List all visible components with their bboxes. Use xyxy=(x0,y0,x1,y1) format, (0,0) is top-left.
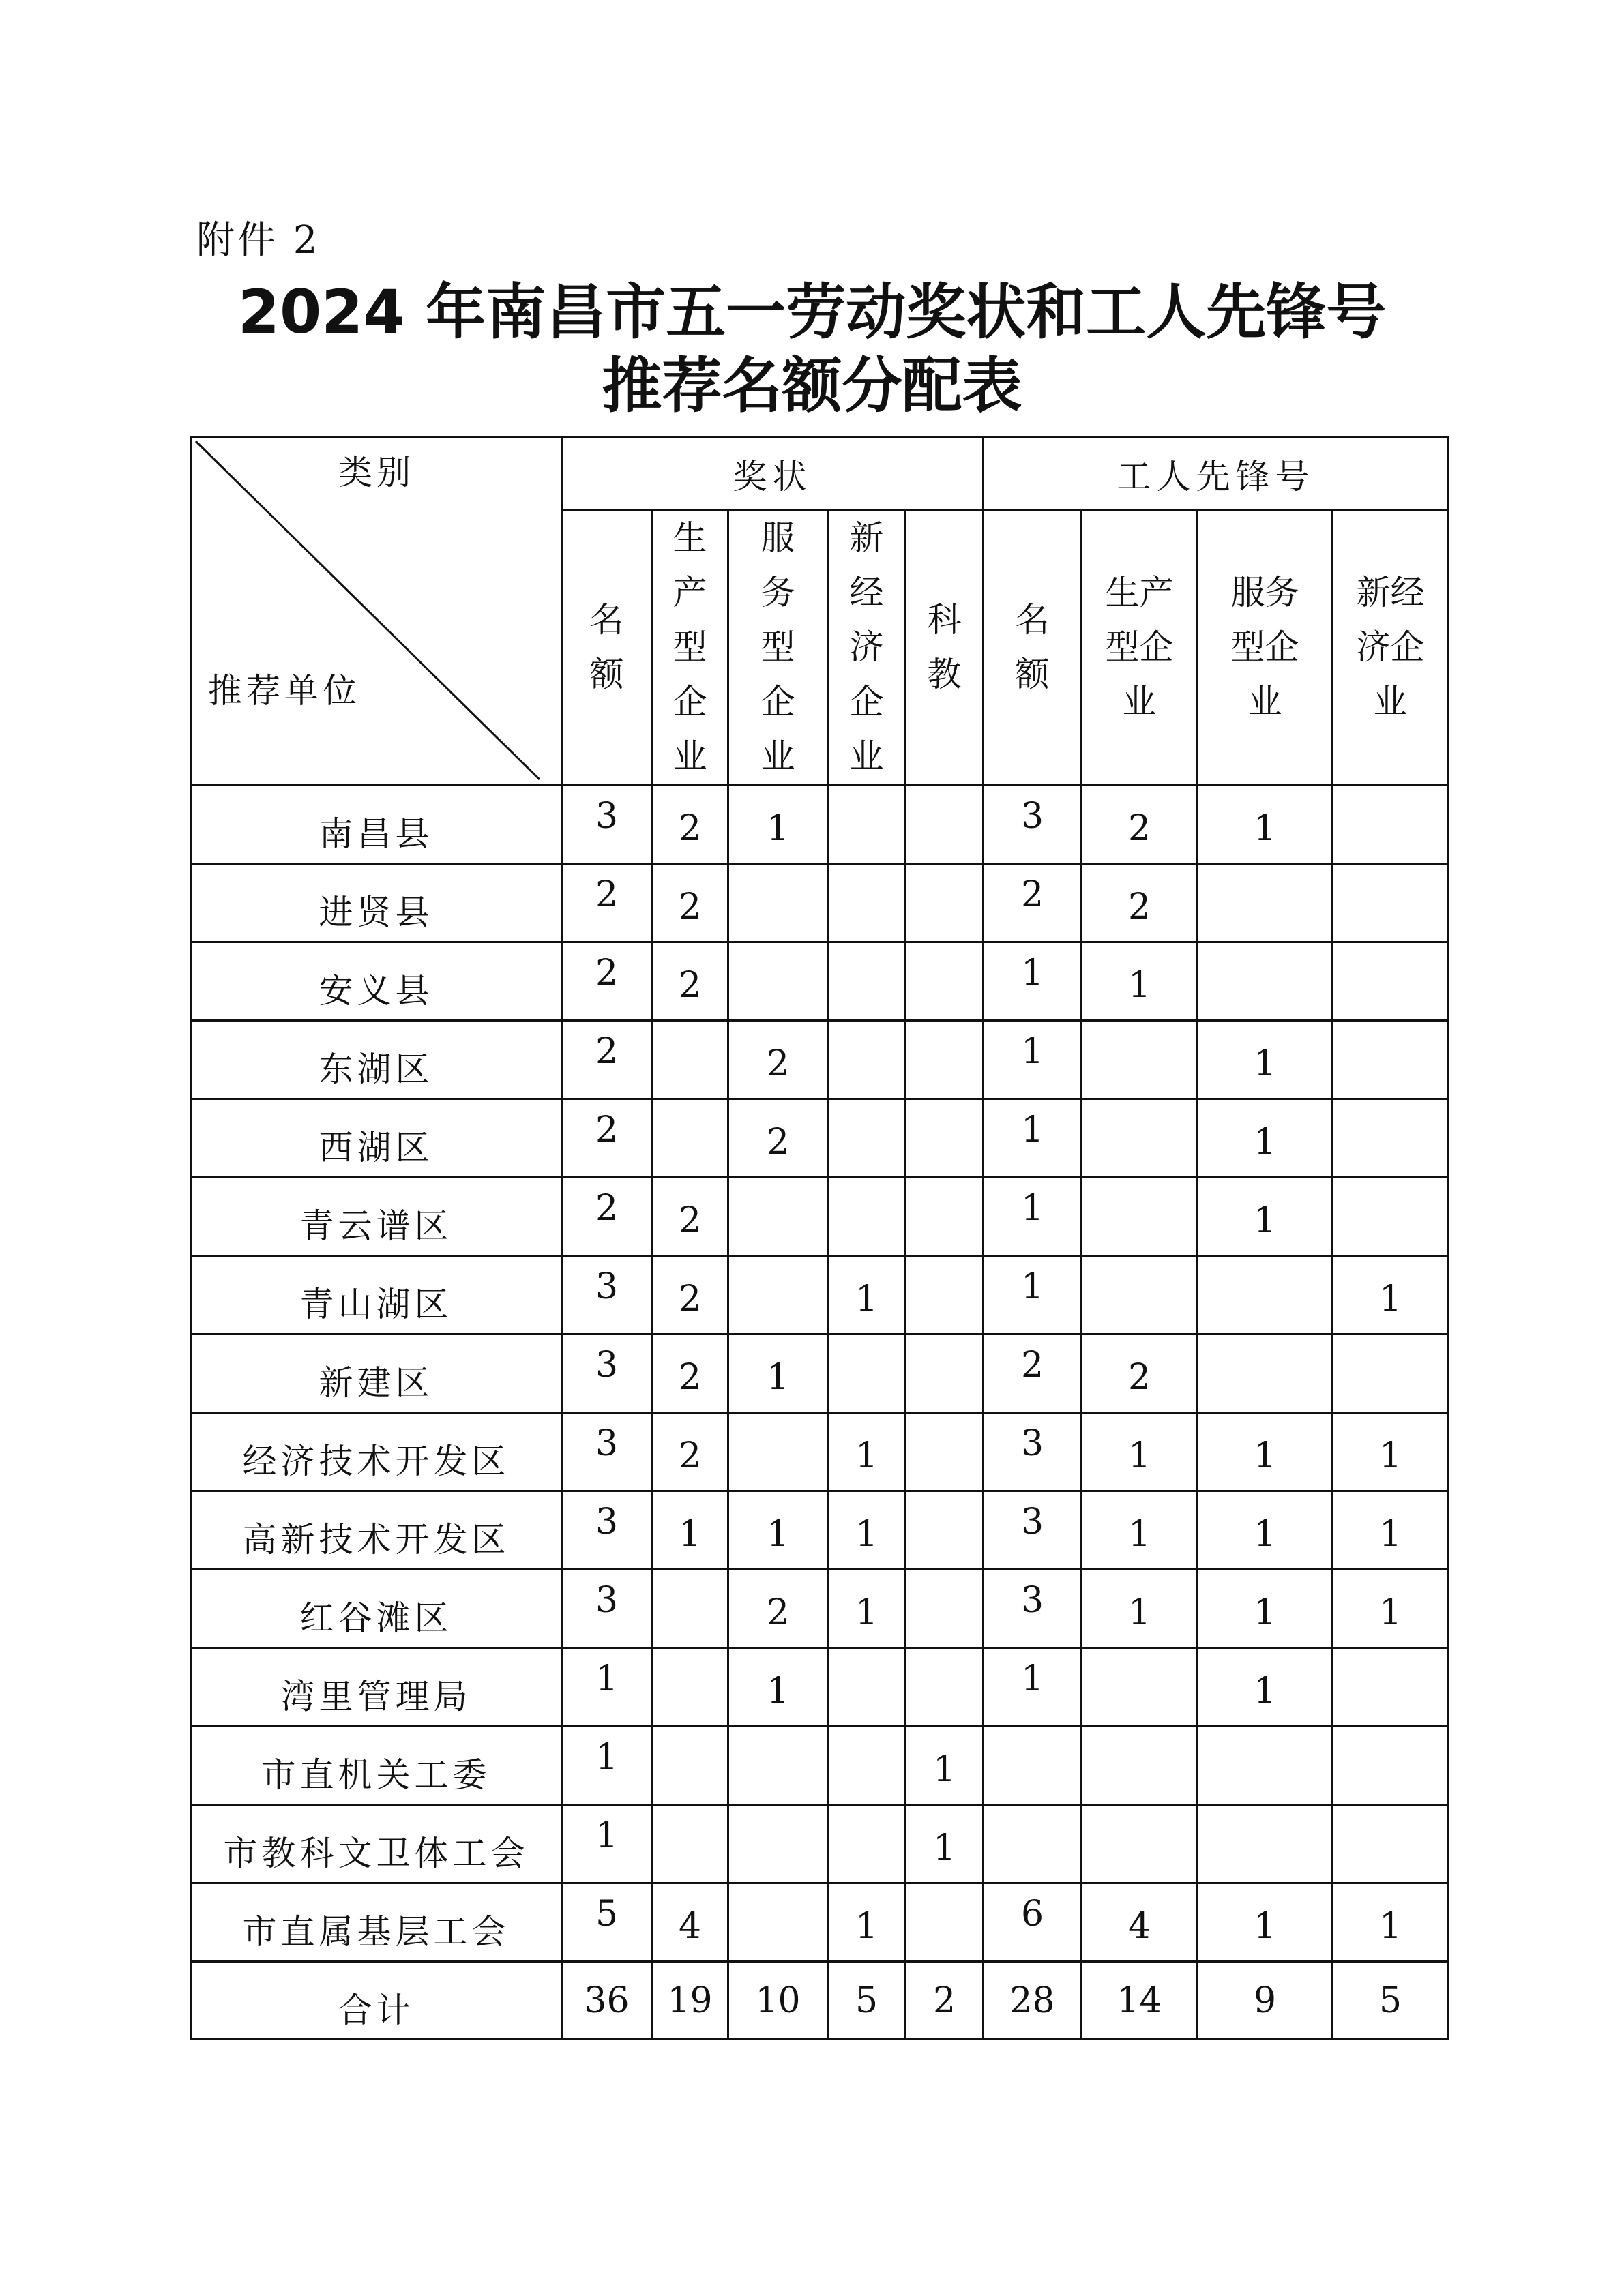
value-cell xyxy=(984,1648,1082,1727)
value-cell xyxy=(1082,1805,1198,1883)
value-cell xyxy=(728,1570,828,1648)
value-text: 1 xyxy=(1378,1279,1402,1320)
value-text: 2 xyxy=(595,1109,619,1150)
value-cell xyxy=(828,942,906,1021)
value-cell xyxy=(652,1021,728,1099)
value-cell xyxy=(1082,864,1198,942)
table-row xyxy=(191,1727,1449,1805)
value-cell xyxy=(562,1021,652,1099)
value-text: 3 xyxy=(595,1266,619,1307)
value-cell xyxy=(652,1491,728,1570)
table-row xyxy=(191,785,1449,864)
value-text: 1 xyxy=(1378,1514,1402,1555)
value-text: 14 xyxy=(1117,1980,1162,2021)
unit-name-cell: 南昌县 xyxy=(191,785,562,864)
table-row xyxy=(191,1491,1449,1570)
value-cell xyxy=(1198,1883,1333,1962)
value-cell xyxy=(1082,1256,1198,1335)
value-cell xyxy=(984,942,1082,1021)
value-text: 1 xyxy=(1253,1200,1277,1241)
value-text: 2 xyxy=(766,1043,790,1084)
value-cell xyxy=(562,1491,652,1570)
value-text: 1 xyxy=(1253,1592,1277,1633)
unit-name-cell: 新建区 xyxy=(191,1335,562,1413)
value-cell xyxy=(1198,1099,1333,1178)
value-text: 3 xyxy=(595,795,619,837)
value-text: 1 xyxy=(1253,1043,1277,1084)
unit-name-cell: 合计 xyxy=(191,1962,562,2040)
award-col-science-education xyxy=(906,510,984,785)
value-cell xyxy=(1198,785,1333,864)
value-text: 1 xyxy=(595,1737,619,1778)
value-text: 4 xyxy=(1127,1906,1151,1947)
value-cell xyxy=(728,1491,828,1570)
value-cell xyxy=(652,785,728,864)
value-cell xyxy=(828,1178,906,1256)
value-cell xyxy=(828,1727,906,1805)
award-col-production xyxy=(652,510,728,785)
value-cell xyxy=(1333,1256,1449,1335)
value-cell xyxy=(562,1805,652,1883)
value-cell xyxy=(562,1413,652,1491)
value-text: 1 xyxy=(1253,1671,1277,1712)
value-text: 2 xyxy=(678,886,702,927)
value-cell xyxy=(728,1962,828,2040)
value-cell xyxy=(1333,1413,1449,1491)
value-cell xyxy=(1333,1727,1449,1805)
value-text: 2 xyxy=(932,1980,956,2021)
attachment-label: 附件 2 xyxy=(196,218,321,263)
value-cell xyxy=(562,1648,652,1727)
value-text: 1 xyxy=(1020,1658,1044,1699)
value-cell xyxy=(652,1178,728,1256)
value-cell xyxy=(984,1178,1082,1256)
value-text: 1 xyxy=(932,1749,956,1790)
value-cell xyxy=(652,1727,728,1805)
value-text: 1 xyxy=(595,1658,619,1699)
value-cell xyxy=(1082,785,1198,864)
value-cell xyxy=(1198,1256,1333,1335)
document-title-line2: 推荐名额分配表 xyxy=(602,351,1022,421)
value-cell xyxy=(1198,1727,1333,1805)
allocation-table xyxy=(190,436,1449,2040)
value-cell xyxy=(728,942,828,1021)
value-text: 36 xyxy=(584,1980,630,2021)
value-text: 1 xyxy=(1020,953,1044,994)
value-cell xyxy=(562,1962,652,2040)
value-text: 5 xyxy=(855,1980,879,2021)
value-text: 3 xyxy=(1020,1502,1044,1542)
value-cell xyxy=(652,1413,728,1491)
value-cell xyxy=(1333,785,1449,864)
value-cell xyxy=(1082,1883,1198,1962)
value-text: 1 xyxy=(1253,1906,1277,1947)
value-cell xyxy=(1333,1648,1449,1727)
value-cell xyxy=(906,1335,984,1413)
value-text: 10 xyxy=(755,1980,801,2021)
vanguard-col-neweconomy xyxy=(1333,510,1449,785)
value-cell xyxy=(728,1413,828,1491)
value-cell xyxy=(906,1648,984,1727)
value-cell xyxy=(1082,1413,1198,1491)
value-cell xyxy=(1198,1805,1333,1883)
corner-header-cell xyxy=(191,438,562,785)
value-text: 1 xyxy=(766,1671,790,1712)
corner-label-category: 类别 xyxy=(338,453,415,492)
value-text: 2 xyxy=(1020,1345,1044,1386)
value-text: 2 xyxy=(1127,807,1151,849)
vanguard-col-service-label: 服务型企业 xyxy=(1230,573,1299,721)
value-cell xyxy=(562,864,652,942)
value-cell xyxy=(906,1413,984,1491)
value-cell xyxy=(984,1335,1082,1413)
value-text: 1 xyxy=(766,1514,790,1555)
value-text: 2 xyxy=(595,1188,619,1229)
document-title-line1: 2024 年南昌市五一劳动奖状和工人先锋号 xyxy=(237,277,1387,347)
value-text: 2 xyxy=(766,1592,790,1633)
award-col-neweconomy xyxy=(828,510,906,785)
value-cell xyxy=(984,1962,1082,2040)
value-cell xyxy=(652,864,728,942)
value-cell xyxy=(1198,1648,1333,1727)
value-cell xyxy=(906,1178,984,1256)
unit-name-cell: 经济技术开发区 xyxy=(191,1413,562,1491)
value-cell xyxy=(906,1491,984,1570)
value-text: 2 xyxy=(678,1279,702,1320)
vanguard-col-production-label: 生产型企业 xyxy=(1105,573,1174,721)
value-cell xyxy=(652,1256,728,1335)
value-text: 2 xyxy=(595,953,619,994)
award-col-service xyxy=(728,510,828,785)
value-text: 1 xyxy=(678,1514,702,1555)
vanguard-col-production xyxy=(1082,510,1198,785)
value-cell xyxy=(728,1178,828,1256)
value-cell xyxy=(1333,1099,1449,1178)
value-cell xyxy=(1082,1021,1198,1099)
value-cell xyxy=(728,1648,828,1727)
table-row xyxy=(191,942,1449,1021)
value-text: 3 xyxy=(595,1423,619,1464)
value-cell xyxy=(906,1805,984,1883)
value-cell xyxy=(1333,1805,1449,1883)
value-text: 3 xyxy=(595,1345,619,1386)
value-cell xyxy=(562,1883,652,1962)
value-cell xyxy=(652,1648,728,1727)
award-col-neweconomy-label: 新经济企业 xyxy=(849,518,884,776)
value-text: 3 xyxy=(1020,1423,1044,1464)
unit-name-cell: 市直机关工委 xyxy=(191,1727,562,1805)
unit-name-cell: 市教科文卫体工会 xyxy=(191,1805,562,1883)
header-row-groups xyxy=(191,438,1449,510)
value-cell xyxy=(562,1256,652,1335)
value-cell xyxy=(906,864,984,942)
value-text: 1 xyxy=(1253,1435,1277,1476)
value-cell xyxy=(828,1021,906,1099)
value-text: 2 xyxy=(595,1031,619,1072)
unit-name-cell: 安义县 xyxy=(191,942,562,1021)
unit-name-cell: 东湖区 xyxy=(191,1021,562,1099)
value-cell xyxy=(1082,1570,1198,1648)
value-text: 1 xyxy=(1378,1906,1402,1947)
value-text: 1 xyxy=(766,807,790,849)
value-cell xyxy=(984,1570,1082,1648)
table-row xyxy=(191,864,1449,942)
value-text: 2 xyxy=(678,1435,702,1476)
value-cell xyxy=(562,942,652,1021)
award-col-production-label: 生产型企业 xyxy=(673,518,707,776)
value-cell xyxy=(562,1178,652,1256)
value-cell xyxy=(562,785,652,864)
value-text: 1 xyxy=(855,1906,879,1947)
value-text: 9 xyxy=(1253,1980,1277,2021)
value-cell xyxy=(1082,1962,1198,2040)
unit-name-cell: 西湖区 xyxy=(191,1099,562,1178)
award-col-service-label: 服务型企业 xyxy=(761,518,795,776)
value-cell xyxy=(1082,942,1198,1021)
table-row xyxy=(191,1883,1449,1962)
value-text: 1 xyxy=(1378,1435,1402,1476)
value-cell xyxy=(906,1962,984,2040)
value-cell xyxy=(828,1099,906,1178)
value-text: 1 xyxy=(855,1514,879,1555)
value-text: 3 xyxy=(1020,795,1044,837)
value-cell xyxy=(828,1805,906,1883)
value-cell xyxy=(828,1962,906,2040)
value-cell xyxy=(984,1491,1082,1570)
value-text: 1 xyxy=(766,1357,790,1398)
value-text: 3 xyxy=(1020,1580,1044,1621)
value-text: 2 xyxy=(1127,1357,1151,1398)
value-cell xyxy=(984,1413,1082,1491)
value-cell xyxy=(1198,942,1333,1021)
value-cell xyxy=(984,1099,1082,1178)
value-text: 1 xyxy=(855,1279,879,1320)
value-cell xyxy=(1198,864,1333,942)
value-cell xyxy=(828,1413,906,1491)
value-text: 4 xyxy=(678,1906,702,1947)
value-cell xyxy=(1198,1413,1333,1491)
value-cell xyxy=(1333,1570,1449,1648)
value-cell xyxy=(1198,1570,1333,1648)
value-cell xyxy=(1082,1178,1198,1256)
group-header-award: 奖状 xyxy=(562,438,984,510)
value-cell xyxy=(906,1256,984,1335)
value-text: 1 xyxy=(1020,1188,1044,1229)
value-cell xyxy=(728,1727,828,1805)
group-header-vanguard: 工人先锋号 xyxy=(984,438,1449,510)
value-cell xyxy=(828,1491,906,1570)
unit-name-cell: 进贤县 xyxy=(191,864,562,942)
value-cell xyxy=(828,785,906,864)
corner-label-unit: 推荐单位 xyxy=(208,671,361,711)
value-cell xyxy=(652,1099,728,1178)
vanguard-col-neweconomy-label: 新经济企业 xyxy=(1356,573,1425,721)
value-text: 2 xyxy=(678,965,702,1006)
value-cell xyxy=(984,1727,1082,1805)
value-cell xyxy=(1198,1178,1333,1256)
value-text: 28 xyxy=(1009,1980,1055,2021)
table-row xyxy=(191,1570,1449,1648)
value-cell xyxy=(652,1962,728,2040)
value-cell xyxy=(728,1883,828,1962)
value-cell xyxy=(906,942,984,1021)
value-cell xyxy=(1333,1883,1449,1962)
value-cell xyxy=(828,1883,906,1962)
vanguard-col-quota-label: 名额 xyxy=(1015,600,1050,694)
value-text: 5 xyxy=(1378,1980,1402,2021)
value-cell xyxy=(652,942,728,1021)
value-cell xyxy=(728,864,828,942)
value-cell xyxy=(652,1335,728,1413)
value-text: 1 xyxy=(1378,1592,1402,1633)
value-text: 2 xyxy=(678,1200,702,1241)
value-text: 2 xyxy=(1020,874,1044,915)
value-cell xyxy=(728,1805,828,1883)
value-cell xyxy=(1198,1335,1333,1413)
unit-name-cell: 青山湖区 xyxy=(191,1256,562,1335)
value-cell xyxy=(728,1021,828,1099)
value-cell xyxy=(1333,1491,1449,1570)
value-text: 3 xyxy=(595,1580,619,1621)
value-cell xyxy=(1333,1962,1449,2040)
table-row xyxy=(191,1413,1449,1491)
vanguard-col-quota xyxy=(984,510,1082,785)
value-text: 1 xyxy=(1127,1592,1151,1633)
value-cell xyxy=(828,864,906,942)
table-total-row xyxy=(191,1962,1449,2040)
value-text: 3 xyxy=(595,1502,619,1542)
value-cell xyxy=(562,1570,652,1648)
value-cell xyxy=(652,1805,728,1883)
value-cell xyxy=(1082,1335,1198,1413)
value-cell xyxy=(984,1805,1082,1883)
value-text: 1 xyxy=(1253,1122,1277,1163)
value-cell xyxy=(1333,864,1449,942)
value-text: 1 xyxy=(1127,965,1151,1006)
value-cell xyxy=(1333,942,1449,1021)
value-text: 19 xyxy=(667,1980,713,2021)
value-cell xyxy=(906,1727,984,1805)
value-cell xyxy=(828,1648,906,1727)
value-text: 5 xyxy=(595,1894,619,1935)
value-text: 1 xyxy=(595,1815,619,1856)
value-text: 2 xyxy=(678,1357,702,1398)
value-cell xyxy=(906,1021,984,1099)
unit-name-cell: 青云谱区 xyxy=(191,1178,562,1256)
value-cell xyxy=(1198,1962,1333,2040)
table-row xyxy=(191,1805,1449,1883)
value-cell xyxy=(984,1256,1082,1335)
value-cell xyxy=(828,1335,906,1413)
value-cell xyxy=(728,1099,828,1178)
value-text: 2 xyxy=(766,1122,790,1163)
value-cell xyxy=(652,1883,728,1962)
value-text: 1 xyxy=(1020,1266,1044,1307)
value-cell xyxy=(652,1570,728,1648)
value-cell xyxy=(984,785,1082,864)
value-text: 2 xyxy=(678,807,702,849)
value-text: 6 xyxy=(1020,1894,1044,1935)
value-cell xyxy=(906,1099,984,1178)
value-cell xyxy=(828,1256,906,1335)
value-cell xyxy=(1333,1335,1449,1413)
unit-name-cell: 红谷滩区 xyxy=(191,1570,562,1648)
value-text: 1 xyxy=(932,1828,956,1868)
table-row xyxy=(191,1648,1449,1727)
table-row xyxy=(191,1335,1449,1413)
value-cell xyxy=(728,1335,828,1413)
value-cell xyxy=(728,1256,828,1335)
unit-name-cell: 高新技术开发区 xyxy=(191,1491,562,1570)
value-text: 1 xyxy=(1253,807,1277,849)
value-cell xyxy=(1198,1021,1333,1099)
value-text: 1 xyxy=(855,1592,879,1633)
value-cell xyxy=(1333,1178,1449,1256)
value-cell xyxy=(562,1335,652,1413)
value-cell xyxy=(828,1570,906,1648)
value-text: 1 xyxy=(1253,1514,1277,1555)
value-text: 1 xyxy=(855,1435,879,1476)
value-cell xyxy=(562,1099,652,1178)
award-col-science-education-label: 科教 xyxy=(927,600,962,694)
table-row xyxy=(191,1256,1449,1335)
value-cell xyxy=(562,1727,652,1805)
table-row xyxy=(191,1021,1449,1099)
value-cell xyxy=(1082,1099,1198,1178)
unit-name-cell: 湾里管理局 xyxy=(191,1648,562,1727)
value-cell xyxy=(1333,1021,1449,1099)
value-cell xyxy=(984,1021,1082,1099)
value-cell xyxy=(1082,1727,1198,1805)
value-text: 1 xyxy=(1020,1031,1044,1072)
value-cell xyxy=(984,864,1082,942)
value-cell xyxy=(1198,1491,1333,1570)
value-cell xyxy=(906,785,984,864)
unit-name-cell: 市直属基层工会 xyxy=(191,1883,562,1962)
value-text: 1 xyxy=(1020,1109,1044,1150)
value-text: 2 xyxy=(1127,886,1151,927)
value-text: 2 xyxy=(595,874,619,915)
table-row xyxy=(191,1178,1449,1256)
table-row xyxy=(191,1099,1449,1178)
value-cell xyxy=(906,1883,984,1962)
value-cell xyxy=(728,785,828,864)
value-cell xyxy=(1082,1491,1198,1570)
value-cell xyxy=(984,1883,1082,1962)
vanguard-col-service xyxy=(1198,510,1333,785)
award-col-quota xyxy=(562,510,652,785)
value-text: 1 xyxy=(1127,1514,1151,1555)
value-cell xyxy=(1082,1648,1198,1727)
value-text: 1 xyxy=(1127,1435,1151,1476)
award-col-quota-label: 名额 xyxy=(589,600,624,694)
value-cell xyxy=(906,1570,984,1648)
